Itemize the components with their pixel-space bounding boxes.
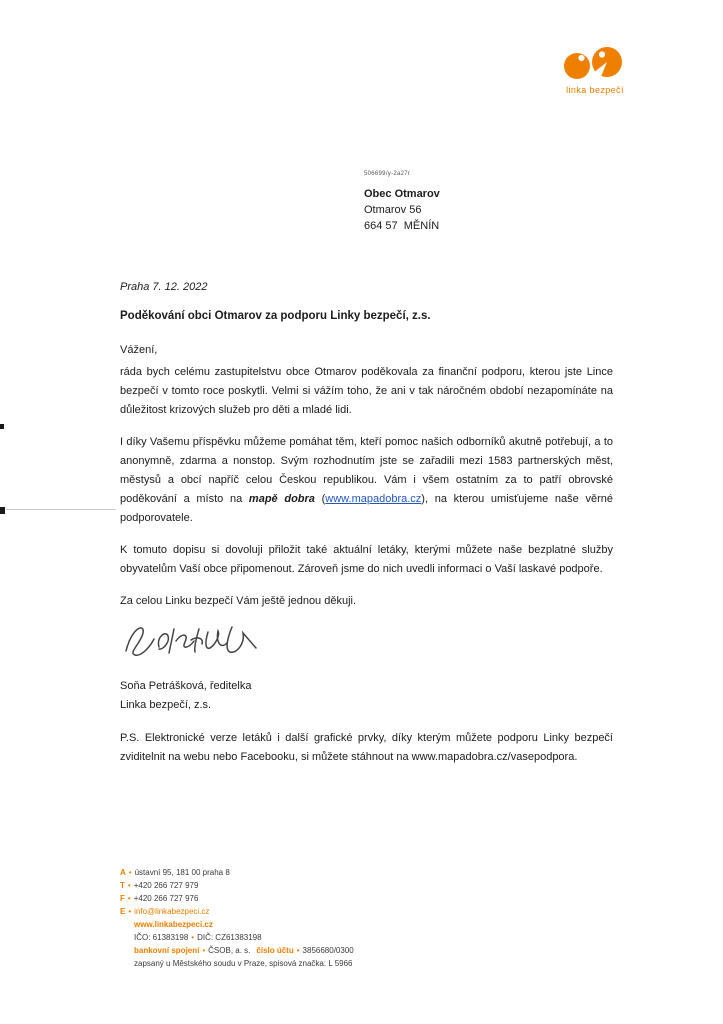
bullet-separator: • <box>202 946 206 955</box>
bullet-separator: • <box>128 907 132 916</box>
signer-name: Soňa Petrášková, ředitelka <box>120 680 252 692</box>
footer-email-line <box>120 905 354 918</box>
brand-name: linka bezpečí <box>566 85 624 95</box>
bullet-separator: • <box>127 894 131 903</box>
mapa-dobra-emphasis: mapě dobra <box>248 493 315 505</box>
footer-registration-line <box>120 931 354 944</box>
footer-phone-line <box>120 879 354 892</box>
mapadobra-link[interactable]: www.mapadobra.cz <box>325 493 422 505</box>
paragraph-2 <box>120 433 613 528</box>
account-label: číslo účtu <box>256 946 294 955</box>
linka-bezpeci-logo-icon <box>563 44 627 82</box>
phone-label: T <box>120 881 125 890</box>
dateline: Praha 7. 12. 2022 <box>120 281 208 293</box>
signature-image <box>118 617 268 669</box>
footer-bank-line <box>120 944 354 957</box>
postscript: P.S. Elektronické verze letáků i další grafické prvky, díky kterým můžete podporu Linky bezpečí zviditelnit na webu nebo Facebooku, si můžete stáhnout na www.mapadobra.cz/vasepodpora. <box>120 732 613 763</box>
scan-code: 506699/y-2a27r <box>364 171 411 177</box>
fax-label: F <box>120 894 125 903</box>
footer-registry-line <box>120 957 354 970</box>
paragraph-4: Za celou Linku bezpečí Vám ještě jednou děkuji. <box>120 595 357 607</box>
bank-label: bankovní spojení <box>134 946 200 955</box>
footer-ico: IČO: 61383198 <box>134 933 189 942</box>
email-label: E <box>120 907 126 916</box>
recipient-address-block <box>364 166 440 234</box>
scan-artifact <box>6 509 116 510</box>
bullet-separator: • <box>296 946 300 955</box>
footer-registry: zapsaný u Městského soudu v Praze, spisová značka: L 5966 <box>134 959 353 968</box>
bank-value: ČSOB, a. s. <box>208 946 251 955</box>
scan-artifact <box>0 507 5 514</box>
paragraph-2-text: I díky Vašemu příspěvku můžeme pomáhat těm, kteří pomoc našich odborníků akutně potřebují, a to anonymně, zdarma a nonstop. Svým rozhodnutím jste se zařadili mezi 1583 partnerských měst, městysů a obcí napříč celou Českou republikou. Vám i všem ostatním za to patří obrovské poděkování a místo na <box>120 436 613 505</box>
address-label: A <box>120 868 126 877</box>
recipient-street: Otmarov 56 <box>364 204 422 216</box>
footer-fax-line <box>120 892 354 905</box>
salutation: Vážení, <box>120 344 158 356</box>
recipient-name: Obec Otmarov <box>364 188 440 200</box>
bullet-separator: • <box>128 868 132 877</box>
scan-artifact <box>0 424 4 429</box>
footer-email: info@linkabezpeci.cz <box>134 907 210 916</box>
footer-fax: +420 266 727 976 <box>133 894 199 903</box>
paragraph-3: K tomuto dopisu si dovoluji přiložit také aktuální letáky, kterými můžete naše bezplatné služby obyvatelům Vaší obce připomenout. Zároveň jsme do nich uvedli informaci o Vaší laskavé podpoře. <box>120 544 613 575</box>
footer-address: ústavní 95, 181 00 praha 8 <box>134 868 230 877</box>
footer-contact-block <box>120 866 354 970</box>
bullet-separator: • <box>191 933 195 942</box>
footer-phone: +420 266 727 979 <box>133 881 199 890</box>
footer-address-line <box>120 866 354 879</box>
paragraph-2-tail: ), na kterou umisťujeme naše věrné podporovatele. <box>120 493 613 524</box>
footer-dic: DIČ: CZ61383198 <box>197 933 262 942</box>
paragraph-2-paren: ( <box>314 493 326 505</box>
footer-website: www.linkabezpeci.cz <box>134 920 213 929</box>
recipient-city: 664 57 MĚNÍN <box>364 220 440 232</box>
brand-logo <box>553 44 637 95</box>
paragraph-1: ráda bych celému zastupitelstvu obce Otmarov poděkovala za finanční podporu, kterou jste Lince bezpečí v tomto roce poskytli. Velmi si vážím toho, že ani v tak náročném období nezapomínáte na důležitost krizových služeb pro děti a mladé lidi. <box>120 366 613 416</box>
signer-organization: Linka bezpečí, z.s. <box>120 699 212 711</box>
account-value: 3856680/0300 <box>302 946 354 955</box>
letter-body <box>120 278 613 767</box>
footer-website-line <box>120 918 354 931</box>
subject-line: Poděkování obci Otmarov za podporu Linky bezpečí, z.s. <box>120 310 431 322</box>
bullet-separator: • <box>127 881 131 890</box>
